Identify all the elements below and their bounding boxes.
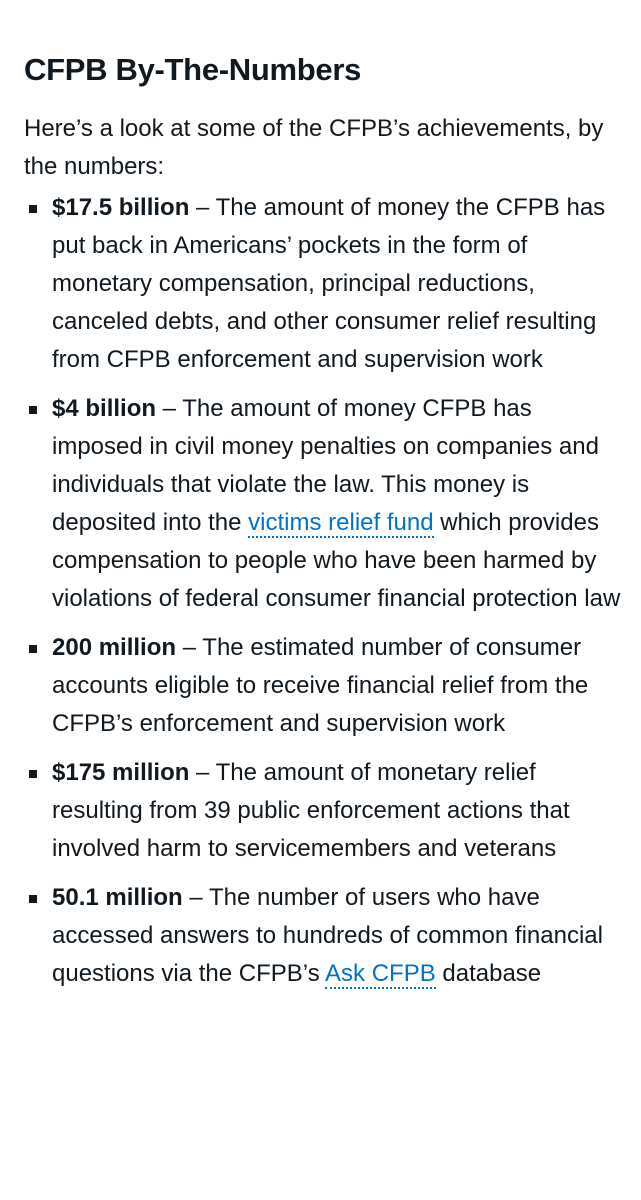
- list-item: [24, 629, 623, 743]
- stat-description-continued: database: [435, 960, 542, 987]
- victims-relief-fund-link[interactable]: victims relief fund: [248, 509, 434, 536]
- square-bullet-icon: [29, 205, 37, 213]
- stat-figure: $17.5 billion: [52, 194, 190, 221]
- stat-description: – The estimated number of consumer accounts eligible to receive financial relief from the CFPB’s enforcement and supervision work: [52, 634, 589, 737]
- stat-figure: 200 million: [52, 634, 177, 661]
- ask-cfpb-link[interactable]: Ask CFPB: [325, 960, 436, 987]
- list-item: [24, 390, 623, 618]
- square-bullet-icon: [29, 645, 37, 653]
- page-title: CFPB By-The-Numbers: [24, 52, 362, 87]
- intro-paragraph: Here’s a look at some of the CFPB’s achievements, by the numbers:: [24, 115, 604, 180]
- square-bullet-icon: [29, 406, 37, 414]
- stat-figure: 50.1 million: [52, 884, 183, 911]
- list-item: [24, 189, 623, 379]
- stat-description-continued: which provides compensation to people who have been harmed by violations of federal consumer financial protection law: [52, 509, 621, 612]
- stat-figure: $4 billion: [52, 395, 157, 422]
- square-bullet-icon: [29, 770, 37, 778]
- list-item: [24, 754, 623, 868]
- stat-description: – The amount of money the CFPB has put back in Americans’ pockets in the form of monetary compensation, principal reductions, canceled debts, and other consumer relief resulting from CFPB enforcement and supervision work: [52, 194, 606, 373]
- list-item: [24, 879, 623, 993]
- stat-figure: $175 million: [52, 759, 190, 786]
- stat-description: – The amount of monetary relief resulting from 39 public enforcement actions that involved harm to servicemembers and veterans: [52, 759, 570, 862]
- square-bullet-icon: [29, 895, 37, 903]
- achievements-list: [24, 189, 623, 993]
- stat-description: – The number of users who have accessed answers to hundreds of common financial questions via the CFPB’s: [52, 884, 603, 987]
- stat-description: – The amount of money CFPB has imposed in civil money penalties on companies and individuals that violate the law. This money is deposited into the: [52, 395, 599, 536]
